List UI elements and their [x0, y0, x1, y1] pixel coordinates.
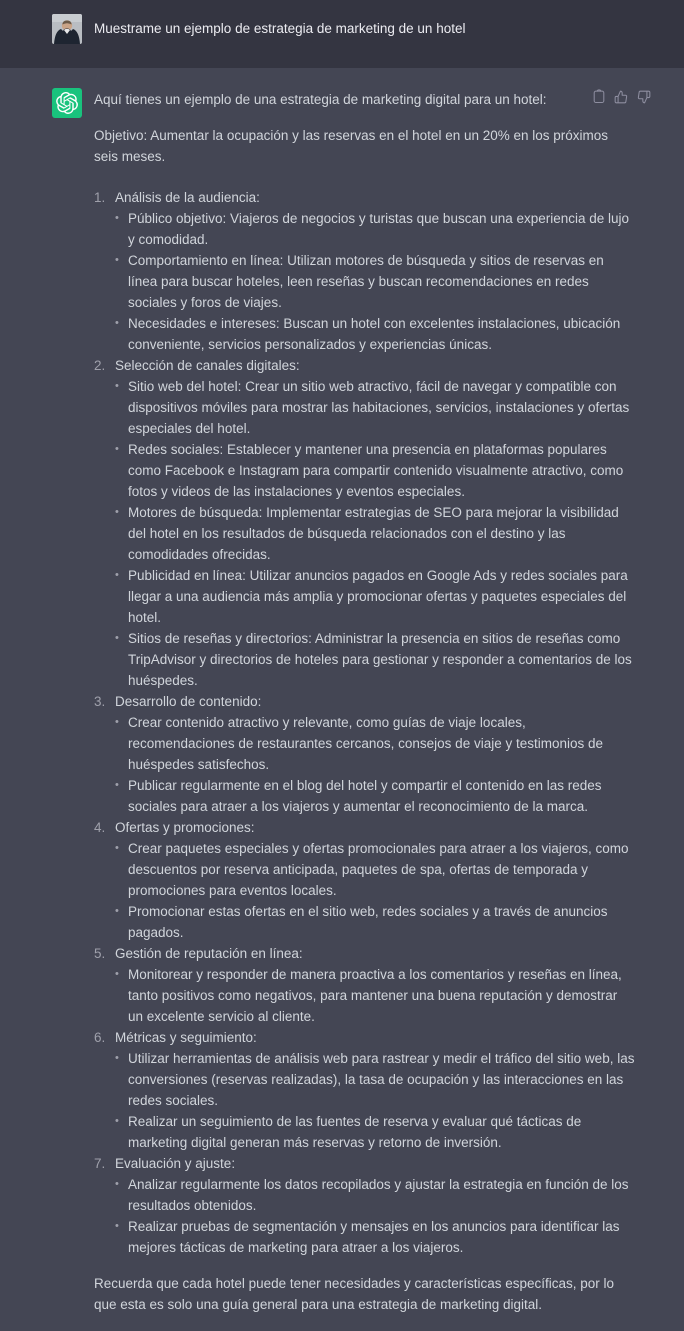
strategy-bullet — [115, 964, 635, 1027]
section-bullets — [94, 1174, 635, 1258]
list-number: 6. — [94, 1030, 106, 1045]
strategy-section — [94, 817, 635, 943]
section-bullets — [94, 376, 635, 691]
user-photo-icon — [52, 14, 82, 44]
bullet-text: Sitio web del hotel: Crear un sitio web atractivo, fácil de navegar y compatible con dispositivos móviles para mostrar las habitaciones, servicios, instalaciones y ofertas especiales del hotel. — [128, 379, 630, 436]
strategy-bullet — [115, 250, 635, 313]
assistant-intro: Aquí tienes un ejemplo de una estrategia de marketing digital para un hotel: — [94, 92, 547, 107]
copy-icon — [593, 89, 605, 104]
bullet-text: Realizar pruebas de segmentación y mensajes en los anuncios para identificar las mejores tácticas de marketing para atraer a los viajeros. — [128, 1219, 620, 1255]
section-bullets — [94, 712, 635, 817]
strategy-bullet — [115, 439, 635, 502]
list-number: 4. — [94, 820, 106, 835]
bullet-text: Redes sociales: Establecer y mantener una presencia en plataformas populares como Facebook e Instagram para compartir contenido visualmente atractivo, como fotos y videos de las instalaciones y eventos especiales. — [128, 442, 624, 499]
bullet-text: Motores de búsqueda: Implementar estrategias de SEO para mejorar la visibilidad del hotel en los resultados de búsqueda relacionados con el destino y las comodidades ofrecidas. — [128, 505, 619, 562]
list-number: 2. — [94, 358, 106, 373]
section-title: Análisis de la audiencia: — [115, 190, 260, 205]
assistant-closing: Recuerda que cada hotel puede tener necesidades y características específicas, por lo que esta es solo una guía general para una estrategia de marketing digital. — [94, 1276, 615, 1312]
bullet-text: Promocionar estas ofertas en el sitio web, redes sociales y a través de anuncios pagados. — [128, 904, 608, 940]
section-title: Evaluación y ajuste: — [115, 1156, 236, 1171]
strategy-section — [94, 1153, 635, 1258]
section-bullets — [94, 838, 635, 943]
bullet-icon: • — [115, 1052, 119, 1064]
bullet-icon: • — [115, 842, 119, 854]
copy-button[interactable] — [593, 89, 605, 104]
strategy-bullet — [115, 208, 635, 250]
bullet-text: Crear paquetes especiales y ofertas promocionales para atraer a los viajeros, como descuentos por reserva anticipada, paquetes de spa, ofertas de temporada y promociones para eventos locales. — [128, 841, 629, 898]
strategy-bullet — [115, 565, 635, 628]
bullet-icon: • — [115, 968, 119, 980]
bullet-icon: • — [115, 1178, 119, 1190]
bullet-icon: • — [115, 212, 119, 224]
bullet-text: Sitios de reseñas y directorios: Administrar la presencia en sitios de reseñas como TripAdvisor y directorios de hoteles para gestionar y responder a comentarios de los huéspedes. — [128, 631, 632, 688]
thumbs-down-icon — [637, 90, 651, 104]
thumbs-up-icon — [614, 90, 628, 104]
section-title: Métricas y seguimiento: — [115, 1030, 257, 1045]
bullet-icon: • — [115, 380, 119, 392]
thumbs-down-button[interactable] — [637, 89, 651, 104]
strategy-bullet — [115, 313, 635, 355]
bullet-icon: • — [115, 317, 119, 329]
section-title: Selección de canales digitales: — [115, 358, 300, 373]
strategy-section — [94, 943, 635, 1027]
bullet-icon: • — [115, 443, 119, 455]
list-number: 7. — [94, 1156, 106, 1171]
bullet-text: Publicar regularmente en el blog del hotel y compartir el contenido en las redes sociales para atraer a los viajeros y aumentar el reconocimiento de la marca. — [128, 778, 602, 814]
list-number: 1. — [94, 190, 106, 205]
strategy-section — [94, 691, 635, 817]
chatgpt-logo-icon — [52, 88, 82, 118]
strategy-bullet — [115, 502, 635, 565]
section-bullets — [94, 208, 635, 355]
bullet-icon: • — [115, 254, 119, 266]
strategy-bullet — [115, 901, 635, 943]
strategy-bullet — [115, 1216, 635, 1258]
strategy-bullet — [115, 775, 635, 817]
bullet-icon: • — [115, 1220, 119, 1232]
assistant-message-content — [94, 89, 635, 1315]
strategy-section — [94, 187, 635, 355]
bullet-icon: • — [115, 632, 119, 644]
strategy-list — [94, 187, 635, 1258]
bullet-text: Publicidad en línea: Utilizar anuncios pagados en Google Ads y redes sociales para llegar a una audiencia más amplia y promocionar ofertas y paquetes especiales del hotel. — [128, 568, 628, 625]
strategy-bullet — [115, 376, 635, 439]
bullet-icon: • — [115, 1115, 119, 1127]
bullet-icon: • — [115, 716, 119, 728]
bullet-icon: • — [115, 506, 119, 518]
strategy-bullet — [115, 1111, 635, 1153]
section-title: Gestión de reputación en línea: — [115, 946, 303, 961]
strategy-bullet — [115, 838, 635, 901]
strategy-bullet — [115, 1048, 635, 1111]
user-message-row — [0, 0, 684, 68]
bullet-text: Público objetivo: Viajeros de negocios y turistas que buscan una experiencia de lujo y comodidad. — [128, 211, 630, 247]
strategy-section — [94, 1027, 635, 1153]
section-title: Ofertas y promociones: — [115, 820, 255, 835]
bullet-text: Necesidades e intereses: Buscan un hotel con excelentes instalaciones, ubicación conveniente, servicios personalizados y experiencias únicas. — [128, 316, 621, 352]
user-message-text: Muestrame un ejemplo de estrategia de marketing de un hotel — [94, 21, 466, 36]
strategy-bullet — [115, 1174, 635, 1216]
assistant-avatar — [52, 88, 82, 118]
list-number: 5. — [94, 946, 106, 961]
strategy-bullet — [115, 712, 635, 775]
bullet-text: Monitorear y responder de manera proactiva a los comentarios y reseñas en línea, tanto positivos como negativos, para mantener una buena reputación y demostrar un excelente servicio al cliente. — [128, 967, 622, 1024]
bullet-text: Crear contenido atractivo y relevante, como guías de viaje locales, recomendaciones de restaurantes cercanos, consejos de viaje y testimonios de huéspedes satisfechos. — [128, 715, 604, 772]
strategy-section — [94, 355, 635, 691]
message-actions — [593, 89, 651, 104]
bullet-text: Utilizar herramientas de análisis web para rastrear y medir el tráfico del sitio web, las conversiones (reservas realizadas), la tasa de ocupación y las interacciones en las redes sociales. — [128, 1051, 635, 1108]
bullet-icon: • — [115, 905, 119, 917]
bullet-icon: • — [115, 779, 119, 791]
bullet-text: Analizar regularmente los datos recopilados y ajustar la estrategia en función de los resultados obtenidos. — [128, 1177, 629, 1213]
user-avatar — [52, 14, 82, 44]
strategy-bullet — [115, 628, 635, 691]
bullet-text: Realizar un seguimiento de las fuentes de reserva y evaluar qué tácticas de marketing digital generan más reservas y retorno de inversión. — [128, 1114, 582, 1150]
assistant-objective: Objetivo: Aumentar la ocupación y las reservas en el hotel en un 20% en los próximos seis meses. — [94, 128, 609, 164]
assistant-message-row — [0, 68, 684, 1331]
list-number: 3. — [94, 694, 106, 709]
bullet-icon: • — [115, 569, 119, 581]
bullet-text: Comportamiento en línea: Utilizan motores de búsqueda y sitios de reservas en línea para buscar hoteles, leen reseñas y buscan recomendaciones en redes sociales y foros de viajes. — [128, 253, 604, 310]
section-bullets — [94, 964, 635, 1027]
section-bullets — [94, 1048, 635, 1153]
section-title: Desarrollo de contenido: — [115, 694, 262, 709]
thumbs-up-button[interactable] — [614, 89, 628, 104]
